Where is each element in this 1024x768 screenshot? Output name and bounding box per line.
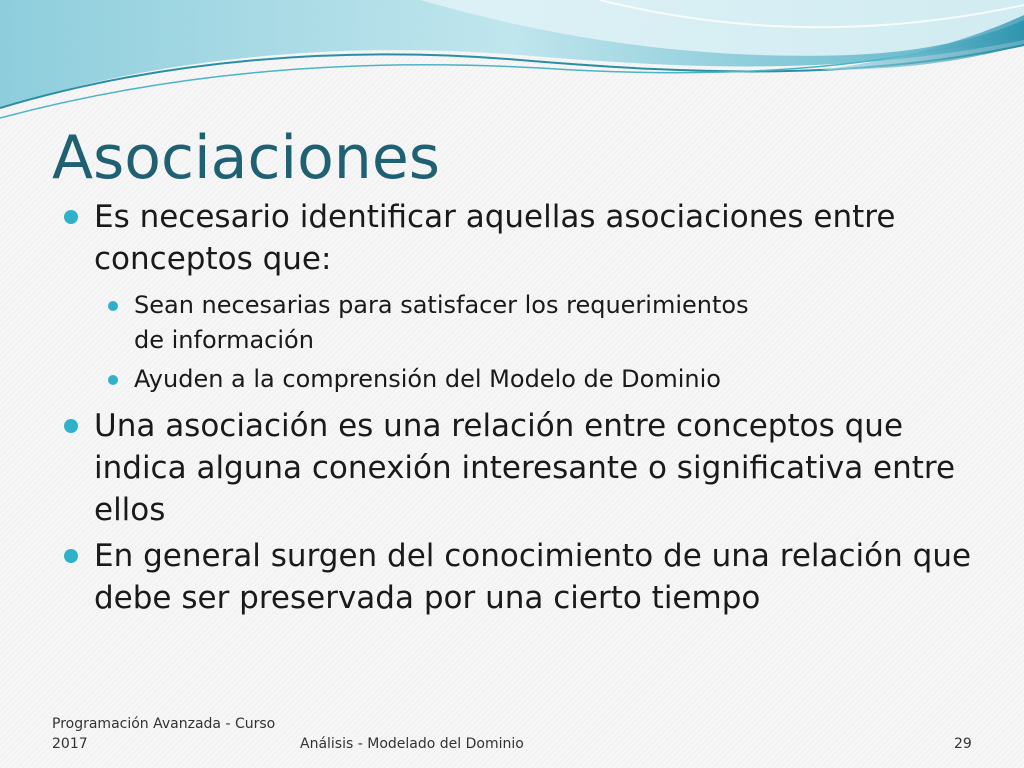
sub-bullet-list [60,288,1000,397]
bullet-item [60,196,1000,280]
sub-bullet-text-line2: de información [134,326,314,354]
sub-bullet-item [60,288,1000,358]
bullet-dot-icon [64,549,78,563]
bullet-item [60,405,1000,531]
footer-course-line1: Programación Avanzada - Curso [52,716,276,732]
decorative-wave-banner [0,0,1024,130]
footer-course-line2: 2017 [52,736,88,752]
bullet-dot-icon [64,419,78,433]
bullet-dot-icon [64,210,78,224]
bullet-dot-icon [108,375,118,385]
sub-bullet-item [60,362,1000,397]
bullet-dot-icon [108,301,118,311]
bullet-text: En general surgen del conocimiento de una relación que debe ser preservada por una cierto tiempo [94,538,972,616]
slide-number: 29 [954,736,972,752]
footer-course [52,714,292,754]
sub-bullet-text-line1: Sean necesarias para satisfacer los requerimientos [134,291,749,319]
sub-bullet-text: Ayuden a la comprensión del Modelo de Dominio [134,365,721,393]
slide-content [60,196,1000,623]
footer-topic: Análisis - Modelado del Dominio [300,736,524,752]
bullet-item [60,535,1000,619]
page-title: Asociaciones [52,123,441,193]
bullet-text: Una asociación es una relación entre conceptos que indica alguna conexión interesante o significativa entre ellos [94,408,956,528]
bullet-text: Es necesario identificar aquellas asociaciones entre conceptos que: [94,199,896,277]
